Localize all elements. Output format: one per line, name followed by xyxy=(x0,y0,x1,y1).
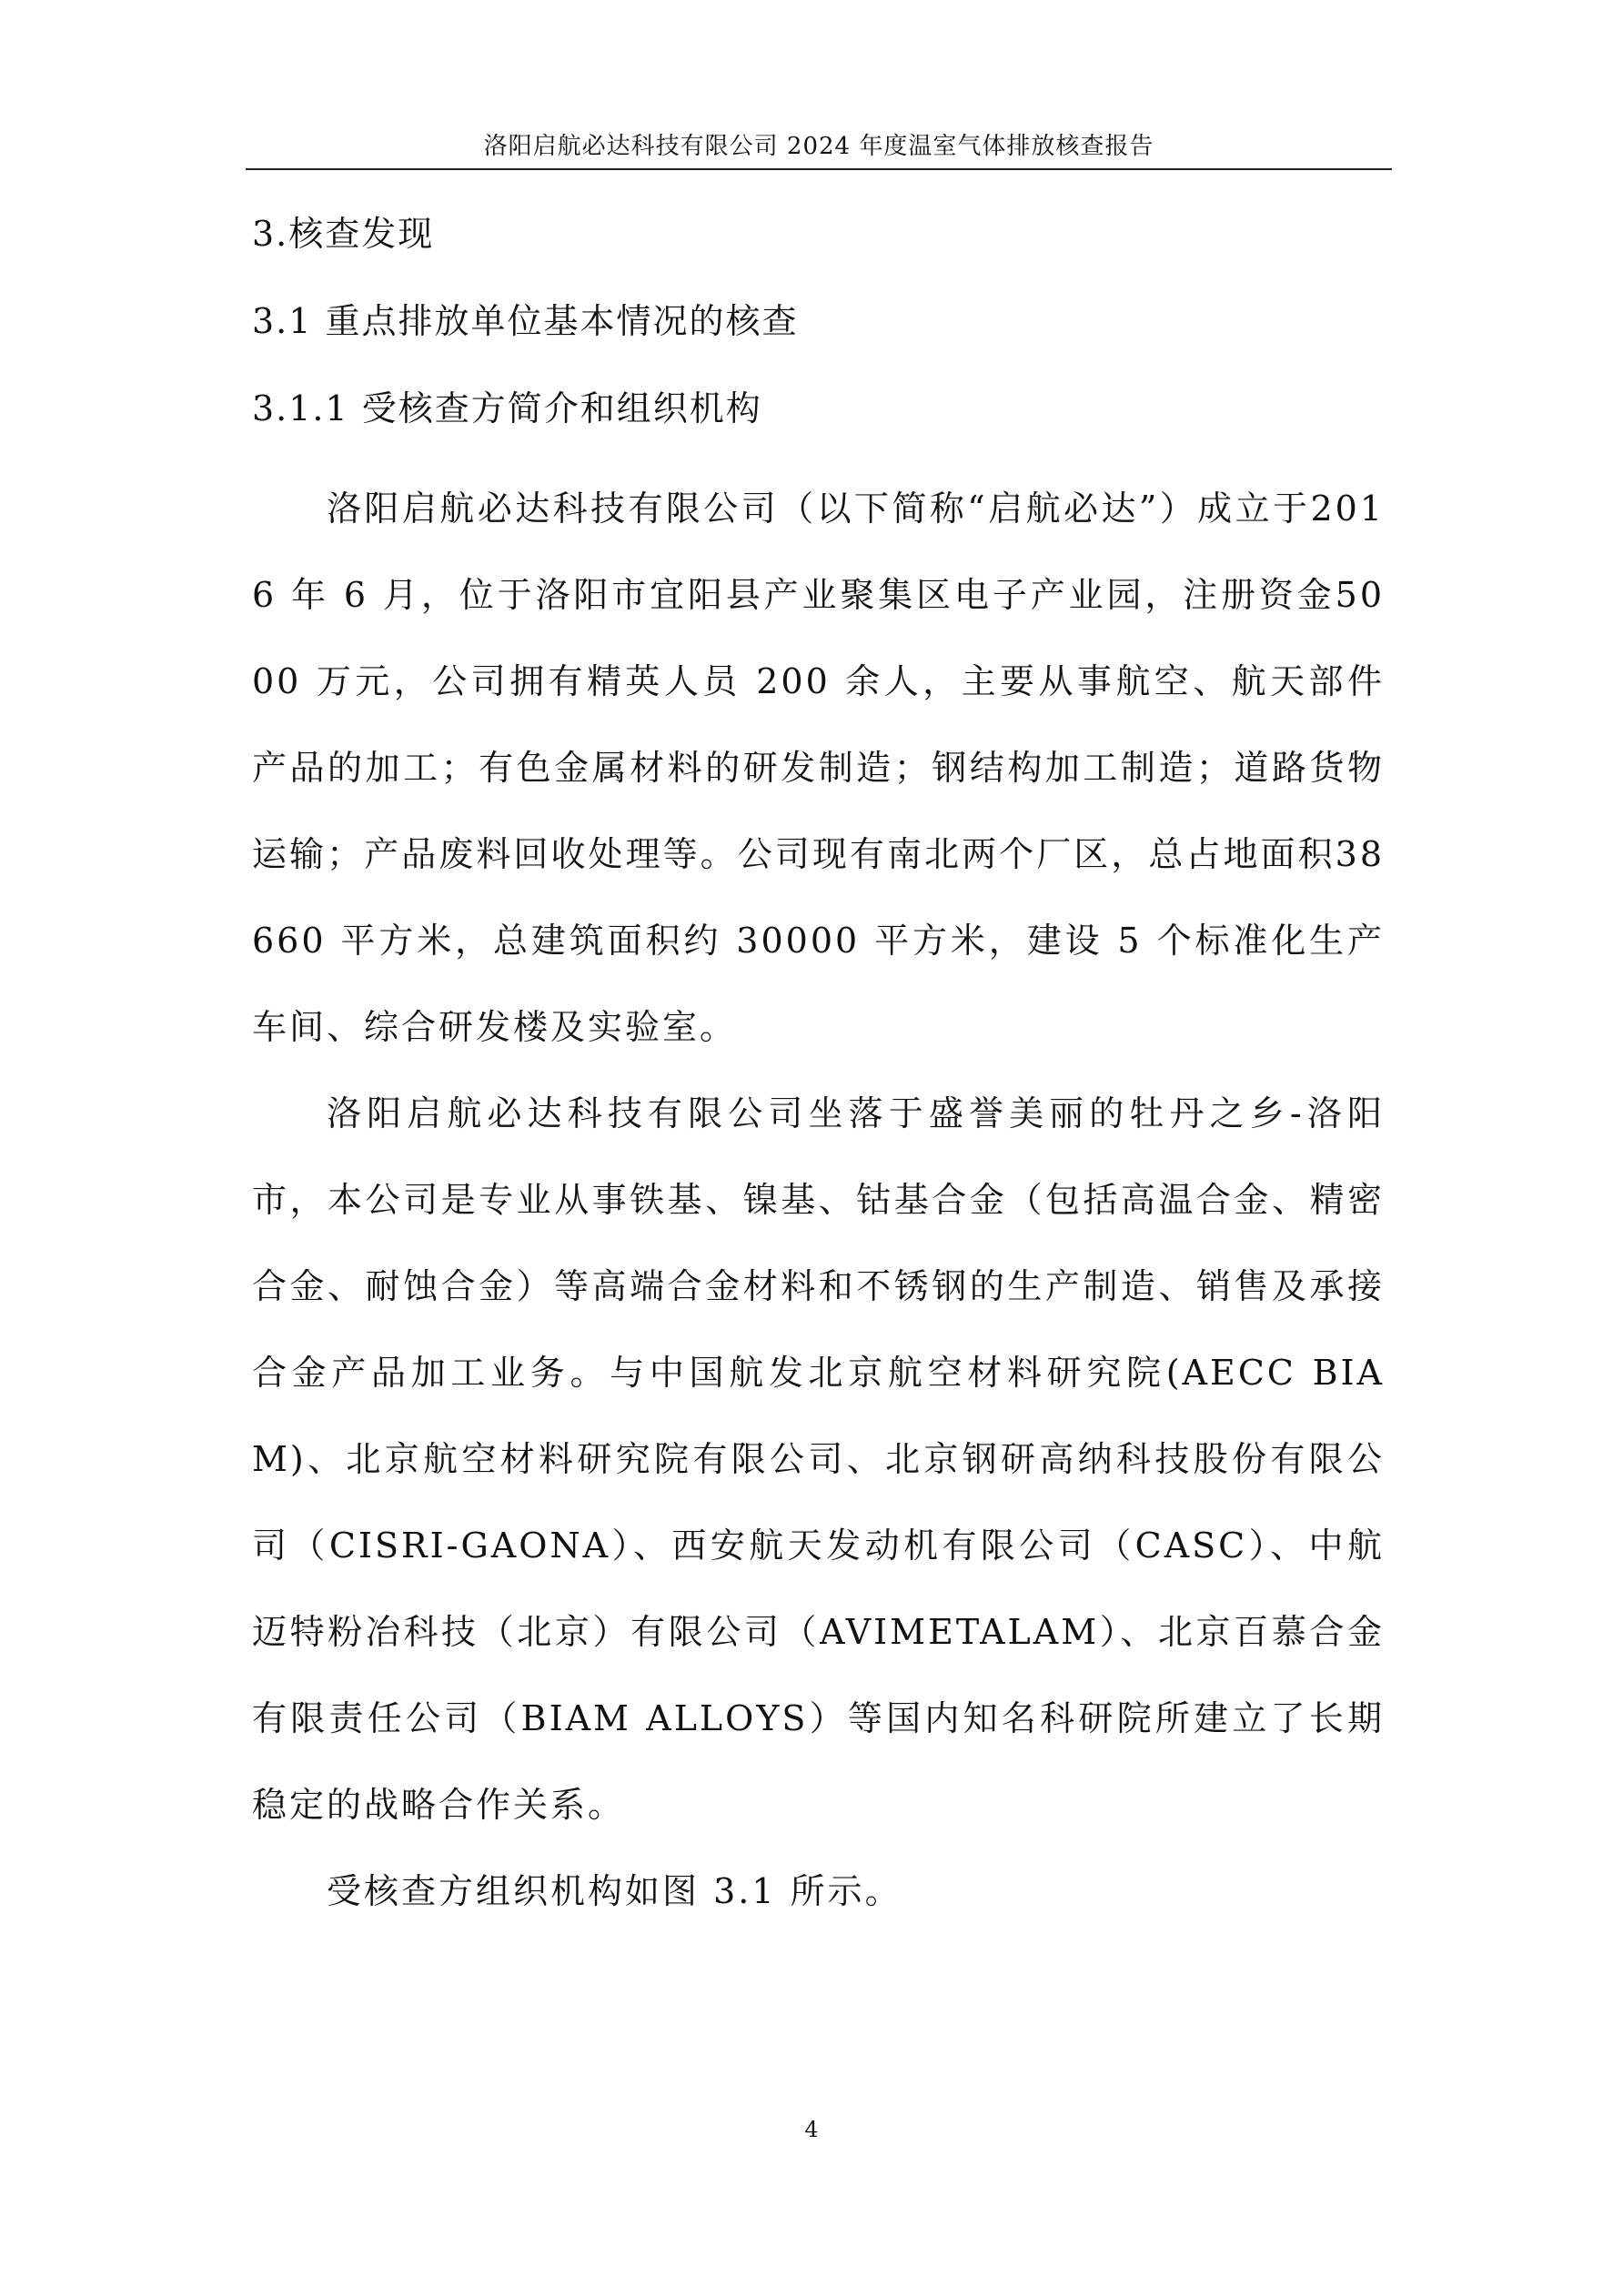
subsubsection-heading: 3.1.1 受核查方简介和组织机构 xyxy=(252,388,762,428)
header-rule xyxy=(246,168,1392,170)
page-content xyxy=(252,211,1385,1935)
section-heading: 3.核查发现 xyxy=(252,214,435,254)
running-header: 洛阳启航必达科技有限公司 2024 年度温室气体排放核查报告 xyxy=(483,133,1154,160)
paragraph-business-partners: 洛阳启航必达科技有限公司坐落于盛誉美丽的牡丹之乡-洛阳市，本公司是专业从事铁基、镍基、钴基合金（包括高温合金、精密合金、耐蚀合金）等高端合金材料和不锈钢的生产制造、销售及承接合金产品加工业务。与中国航发北京航空材料研究院(AECC BIAM)、北京航空材料研究院有限公司、北京钢研高纳科技股份有限公司（CISRI-GAONA）、西安航天发动机有限公司（CASC）、中航迈特粉冶科技（北京）有限公司（AVIMETALAM）、北京百慕合金有限责任公司（BIAM ALLOYS）等国内知名科研院所建立了长期稳定的战略合作关系。 xyxy=(252,1093,1385,1825)
paragraph-company-overview: 洛阳启航必达科技有限公司（以下简称“启航必达”）成立于2016 年 6 月，位于洛阳市宜阳县产业聚集区电子产业园，注册资金5000 万元，公司拥有精英人员 200 余人，主要从事航空、航天部件产品的加工；有色金属材料的研发制造；钢结构加工制造；道路货物运输；产品废料回收处理等。公司现有南北两个厂区，总占地面积38660 平方米，总建筑面积约 30000 平方米，建设 5 个标准化生产车间、综合研发楼及实验室。 xyxy=(252,488,1385,1047)
subsection-heading: 3.1 重点排放单位基本情况的核查 xyxy=(252,301,799,341)
paragraph-org-structure-ref: 受核查方组织机构如图 3.1 所示。 xyxy=(327,1871,902,1911)
page-number: 4 xyxy=(804,2117,819,2142)
